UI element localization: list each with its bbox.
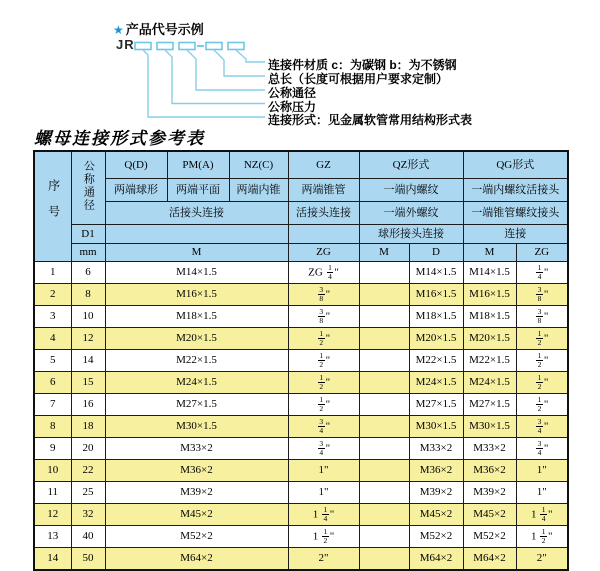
cell-serial-no: 8 [34,416,71,438]
fraction: $\frac{3}{4}$ [319,438,324,457]
table-row [34,504,568,526]
cell-gz-size: $\frac{1}{2}$ " [288,350,359,372]
cell-m-thread: M30×1.5 [105,416,288,438]
cell-gz-size: $\frac{1}{2}$ " [288,328,359,350]
cell-qg-zg: $\frac{3}{4}$ " [516,416,568,438]
cell-qz-d: M64×2 [409,548,463,571]
cell-m-thread: M33×2 [105,438,288,460]
cell-serial-no: 14 [34,548,71,571]
cell-qg-m: M22×1.5 [463,350,516,372]
fraction: $\frac{1}{4}$ [541,504,546,523]
header-mm: mm [71,244,105,262]
nut-connection-reference-table [33,150,569,571]
cell-gz-size: 1 $\frac{1}{4}$ " [288,504,359,526]
cell-nominal-diameter: 22 [71,460,105,482]
table-body [34,262,568,571]
header-qz: QZ形式 [359,151,463,179]
header-qg: QG形式 [463,151,568,179]
table-row [34,460,568,482]
fraction: $\frac{1}{2}$ [319,350,324,369]
cell-qg-m: M45×2 [463,504,516,526]
cell-qg-m: M24×1.5 [463,372,516,394]
fraction: $\frac{1}{4}$ [323,504,328,523]
fraction: $\frac{3}{4}$ [319,416,324,435]
cell-gz-size: $\frac{3}{4}$ " [288,438,359,460]
header-pm-sub: 两端平面 [167,179,229,202]
cell-qg-zg: 2" [516,548,568,571]
cell-qg-m: M30×1.5 [463,416,516,438]
cell-nominal-diameter: 12 [71,328,105,350]
cell-qg-zg: $\frac{3}{4}$ " [516,438,568,460]
fraction: $\frac{1}{2}$ [323,526,328,545]
cell-gz-size: ZG $\frac{1}{4}$ " [288,262,359,284]
code-box-5 [228,43,244,50]
header-blank-qpmnz [105,225,288,244]
header-gz: GZ [288,151,359,179]
star-icon: ★ [113,23,124,37]
cell-gz-size: 1" [288,482,359,504]
cell-qg-m: M36×2 [463,460,516,482]
cell-qg-m: M27×1.5 [463,394,516,416]
fraction: $\frac{3}{4}$ [537,438,542,457]
cell-serial-no: 9 [34,438,71,460]
cell-serial-no: 1 [34,262,71,284]
cell-qg-zg: 1 $\frac{1}{4}$ " [516,504,568,526]
cell-serial-no: 13 [34,526,71,548]
cell-qg-m: M52×2 [463,526,516,548]
table-row [34,394,568,416]
cell-qz-m [359,328,409,350]
cell-qz-d: M14×1.5 [409,262,463,284]
cell-serial-no: 4 [34,328,71,350]
cell-qg-m: M64×2 [463,548,516,571]
cell-nominal-diameter: 20 [71,438,105,460]
table-header [34,151,568,262]
fraction: $\frac{3}{8}$ [537,306,542,325]
header-qz-sub1: 一端内螺纹 [359,179,463,202]
header-gz-connection: 活接头连接 [288,202,359,225]
cell-qg-zg: $\frac{1}{2}$ " [516,328,568,350]
cell-qz-d: M27×1.5 [409,394,463,416]
fraction: $\frac{3}{4}$ [537,416,542,435]
cell-qz-m [359,460,409,482]
table-row [34,416,568,438]
cell-qg-zg: $\frac{1}{2}$ " [516,372,568,394]
header-d1: D1 [71,225,105,244]
cell-m-thread: M22×1.5 [105,350,288,372]
header-qz-sub2: 一端外螺纹 [359,202,463,225]
cell-qz-d: M45×2 [409,504,463,526]
cell-nominal-diameter: 10 [71,306,105,328]
header-nz-sub: 两端内锥 [229,179,288,202]
table-row [34,372,568,394]
fraction: $\frac{3}{8}$ [537,284,542,303]
cell-qz-d: M36×2 [409,460,463,482]
fraction: $\frac{3}{8}$ [319,306,324,325]
cell-qz-m [359,416,409,438]
cell-qz-m [359,262,409,284]
cell-m-thread: M64×2 [105,548,288,571]
table-row [34,284,568,306]
diagram-title-text: 产品代号示例 [125,22,204,37]
fraction: $\frac{1}{2}$ [541,526,546,545]
cell-qg-m: M16×1.5 [463,284,516,306]
cell-qz-d: M30×1.5 [409,416,463,438]
cell-qg-zg: $\frac{3}{8}$ " [516,284,568,306]
cell-serial-no: 6 [34,372,71,394]
cell-gz-size: $\frac{3}{4}$ " [288,416,359,438]
diagram-title [113,19,204,38]
cell-serial-no: 2 [34,284,71,306]
header-serial-no: 序号 [34,151,71,262]
header-nominal-diameter: 公称通径 [71,151,105,225]
cell-m-thread: M24×1.5 [105,372,288,394]
cell-serial-no: 11 [34,482,71,504]
leader-line-material [236,50,265,62]
table-row [34,262,568,284]
cell-serial-no: 3 [34,306,71,328]
code-box-3 [179,43,195,50]
cell-qg-zg: $\frac{1}{2}$ " [516,350,568,372]
cell-qz-m [359,350,409,372]
cell-serial-no: 12 [34,504,71,526]
cell-qz-m [359,306,409,328]
header-blank-gz [288,225,359,244]
header-q-sub: 两端球形 [105,179,167,202]
cell-m-thread: M20×1.5 [105,328,288,350]
cell-qz-m [359,372,409,394]
cell-qg-zg: 1 $\frac{1}{2}$ " [516,526,568,548]
cell-qg-zg: $\frac{1}{4}$ " [516,262,568,284]
fraction: $\frac{1}{4}$ [328,262,332,281]
cell-gz-size: $\frac{1}{2}$ " [288,394,359,416]
fraction: $\frac{1}{2}$ [319,328,324,347]
fraction: $\frac{1}{2}$ [537,328,542,347]
cell-qz-m [359,394,409,416]
cell-qz-m [359,526,409,548]
header-m-unit: M [105,244,288,262]
header-qg-sub2: 一端锥管螺纹接头 [463,202,568,225]
cell-qz-d: M20×1.5 [409,328,463,350]
cell-nominal-diameter: 14 [71,350,105,372]
cell-nominal-diameter: 25 [71,482,105,504]
cell-qz-d: M24×1.5 [409,372,463,394]
cell-nominal-diameter: 50 [71,548,105,571]
table-row [34,438,568,460]
cell-qg-m: M33×2 [463,438,516,460]
header-qz-connection: 球形接头连接 [359,225,463,244]
cell-nominal-diameter: 16 [71,394,105,416]
cell-nominal-diameter: 6 [71,262,105,284]
fraction: $\frac{1}{2}$ [537,350,542,369]
code-box-2 [157,43,173,50]
table-row [34,350,568,372]
fraction: $\frac{1}{2}$ [319,372,324,391]
cell-qz-d: M52×2 [409,526,463,548]
fraction: $\frac{1}{2}$ [537,372,542,391]
cell-qz-d: M33×2 [409,438,463,460]
fraction: $\frac{1}{4}$ [537,262,542,281]
cell-gz-size: 2" [288,548,359,571]
header-pm: PM(A) [167,151,229,179]
cell-gz-size: 1" [288,460,359,482]
cell-m-thread: M45×2 [105,504,288,526]
header-qz-d: D [409,244,463,262]
cell-m-thread: M14×1.5 [105,262,288,284]
table-title: 螺母连接形式参考表 [34,129,205,148]
cell-qg-zg: $\frac{1}{2}$ " [516,394,568,416]
cell-qg-zg: 1" [516,482,568,504]
label-diameter: 公称通径 [268,86,317,100]
table-row [34,526,568,548]
cell-nominal-diameter: 8 [71,284,105,306]
cell-serial-no: 5 [34,350,71,372]
table-row [34,306,568,328]
cell-nominal-diameter: 32 [71,504,105,526]
fraction: $\frac{3}{8}$ [319,284,324,303]
cell-qz-m [359,438,409,460]
cell-qz-d: M16×1.5 [409,284,463,306]
cell-qg-zg: 1" [516,460,568,482]
header-gz-sub: 两端锥管 [288,179,359,202]
label-length: 总长（长度可根据用户要求定制） [268,72,449,86]
cell-qz-d: M18×1.5 [409,306,463,328]
cell-m-thread: M27×1.5 [105,394,288,416]
table-row [34,482,568,504]
label-material: 连接件材质 c：为碳钢 b：为不锈钢 [268,58,457,72]
cell-qz-m [359,284,409,306]
cell-qg-m: M39×2 [463,482,516,504]
cell-qg-m: M18×1.5 [463,306,516,328]
cell-serial-no: 7 [34,394,71,416]
header-q: Q(D) [105,151,167,179]
cell-qg-m: M14×1.5 [463,262,516,284]
cell-m-thread: M39×2 [105,482,288,504]
label-pressure: 公称压力 [268,99,317,114]
code-box-4 [206,43,222,50]
header-union-connection: 活接头连接 [105,202,288,225]
cell-gz-size: 1 $\frac{1}{2}$ " [288,526,359,548]
cell-nominal-diameter: 18 [71,416,105,438]
header-nz: NZ(C) [229,151,288,179]
cell-gz-size: $\frac{3}{8}$ " [288,284,359,306]
table-row [34,328,568,350]
cell-m-thread: M18×1.5 [105,306,288,328]
cell-qz-d: M39×2 [409,482,463,504]
label-connection: 连接形式：见金属软管常用结构形式表 [268,113,473,127]
leader-line-pressure [165,50,265,104]
header-qg-connection: 连接 [463,225,568,244]
cell-qz-m [359,504,409,526]
cell-m-thread: M16×1.5 [105,284,288,306]
code-box-1 [135,43,151,50]
header-qg-sub1: 一端内螺纹活接头 [463,179,568,202]
code-prefix: JR [116,37,135,52]
cell-qz-d: M22×1.5 [409,350,463,372]
header-qg-zg: ZG [516,244,568,262]
fraction: $\frac{1}{2}$ [319,394,324,413]
header-gz-unit: ZG [288,244,359,262]
cell-nominal-diameter: 40 [71,526,105,548]
cell-m-thread: M52×2 [105,526,288,548]
cell-gz-size: $\frac{1}{2}$ " [288,372,359,394]
cell-nominal-diameter: 15 [71,372,105,394]
cell-m-thread: M36×2 [105,460,288,482]
header-qz-m: M [359,244,409,262]
fraction: $\frac{1}{2}$ [537,394,542,413]
cell-qg-zg: $\frac{3}{8}$ " [516,306,568,328]
cell-qg-m: M20×1.5 [463,328,516,350]
leader-line-diameter [187,50,265,90]
cell-qz-m [359,482,409,504]
cell-serial-no: 10 [34,460,71,482]
cell-gz-size: $\frac{3}{8}$ " [288,306,359,328]
header-qg-m: M [463,244,516,262]
